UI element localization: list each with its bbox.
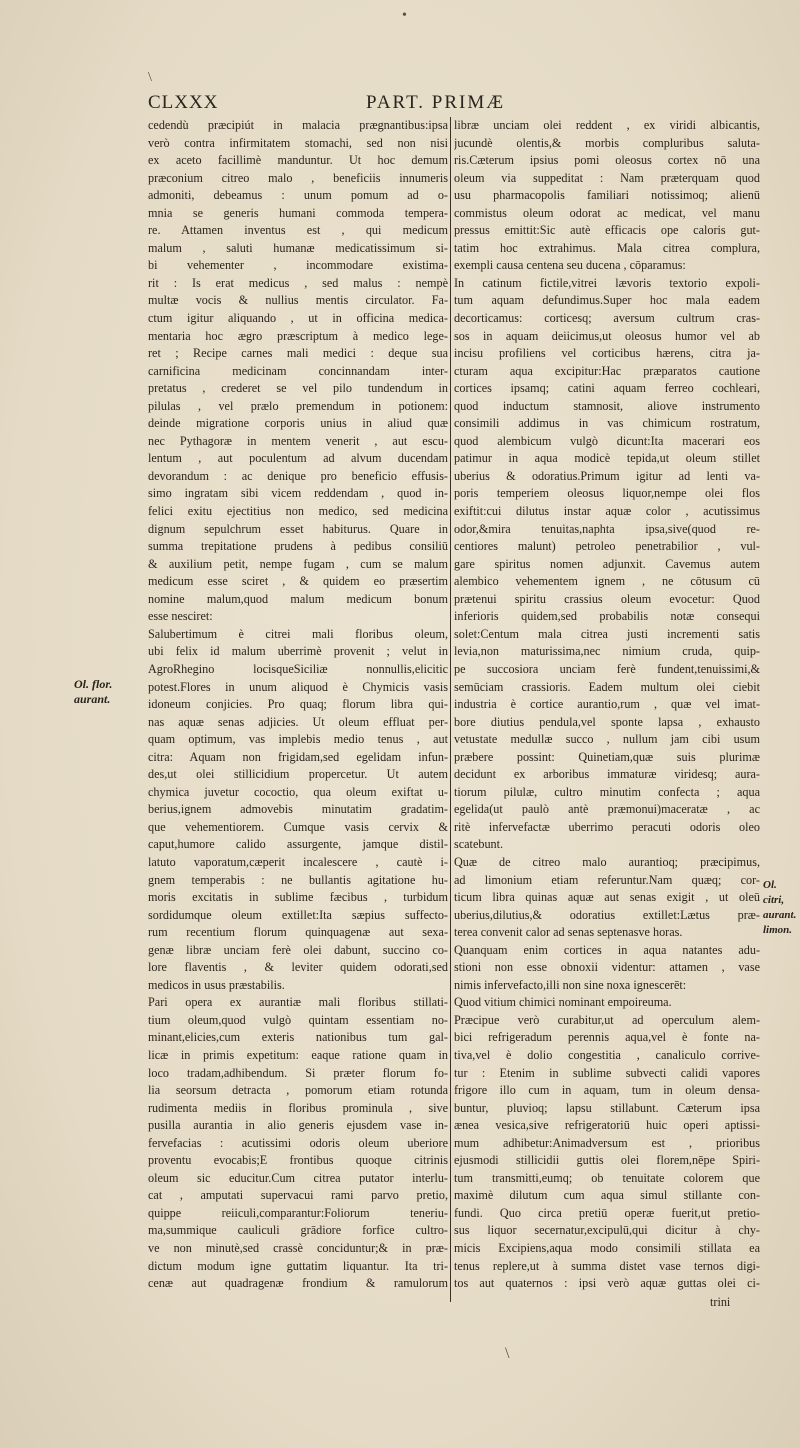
text-line: pusilla aurantia in alio generis ejusdem vase in- — [148, 1118, 448, 1133]
marginal-note-left — [74, 677, 112, 707]
text-line: scatebunt. — [454, 837, 504, 852]
text-line: commistus oleum odorat ac medicat, vel manu — [454, 205, 760, 220]
text-line: sos in aquam deiicimus,ut oleosus humor vel ab — [454, 328, 760, 343]
text-line: solet:Centum mala citrea justi incrementi satis — [454, 626, 760, 641]
text-line: ubi felix id malum uberrimè provenit ; velut in — [148, 644, 448, 659]
text-line: que vehementiorem. Cumque vasis cervix & — [148, 819, 448, 834]
text-line: terea convenit calor ad senas septenasve horas. — [454, 925, 683, 940]
text-line: industria è cortice aurantio,rum , quæ vel imat- — [454, 697, 760, 712]
text-line: rum recentium florum quinquagenæ aut sexa- — [148, 925, 448, 940]
text-line: simo ingratam sibi vicem reddendam , quod in- — [148, 486, 448, 501]
text-line: nas aquæ senas adjicies. Ut oleum effluat per- — [148, 714, 448, 729]
text-line: tur : Etenim in sublime subvecti calidi vapores — [454, 1065, 760, 1080]
text-line: nimis infervefacto,illi non sine noxa ignescerēt: — [454, 977, 687, 992]
text-line: nec Pythagoræ in mentem venerit , aut escu- — [148, 433, 448, 448]
text-line: buntur, pluvioq; lapsu stillabunt. Cæterum ipsa — [454, 1100, 760, 1115]
ink-mark-top: • — [402, 8, 407, 23]
text-line: egelida(ut paulò antè præmonui)maceratæ , ac — [454, 802, 760, 817]
text-line: gnem temperabis : ne bullantis agitatione hu- — [148, 872, 448, 887]
text-line: latuto vaporatum,cæperit incalescere , cautè i- — [148, 854, 448, 869]
text-line: tiorum pilulæ, cultro minutim confecta ; aqua — [454, 784, 760, 799]
text-line: tenus replere,ut à summa distet vase ternos digi- — [454, 1258, 760, 1273]
text-line: dictum modum igne guttatim liquantur. Ita tri- — [148, 1258, 448, 1273]
ink-mark-bottom: \ — [505, 1345, 510, 1362]
text-line: ritè infervefactæ uberrimo peracuti odoris oleo — [454, 819, 760, 834]
marginal-note-right-line: aurant. — [763, 909, 797, 921]
text-line: præbere possint: Quinetiam,quæ suis plurimæ — [454, 749, 760, 764]
text-line: ejusmodi stillicidii guttis olei florem,nēpe Spiri- — [454, 1153, 760, 1168]
text-line: Quæ de citreo malo aurantioq; præcipimus, — [454, 854, 760, 869]
text-line: semūciam crassioris. Eadem multum olei ciebit — [454, 679, 760, 694]
text-line: tum transmitti,eumq; ob tenuitate colorem que — [454, 1170, 760, 1185]
text-line: cenæ aut quadragenæ frondium & ramulorum — [148, 1276, 448, 1291]
text-line: mentaria hoc ægro præscriptum à medico lege- — [148, 328, 448, 343]
text-line: loco tradam,adhibendum. Si præter florum fo- — [148, 1065, 448, 1080]
text-line: nomine malum,quod malum medicum bonum — [148, 591, 448, 606]
marginal-note-left-line: aurant. — [74, 692, 111, 706]
text-line: dignum sepulchrum esset habiturus. Quare in — [148, 521, 448, 536]
column-divider — [450, 117, 451, 1302]
text-line: gare spiritus nomen adjunxit. Cavemus autem — [454, 556, 760, 571]
text-line: levia,non maturissima,nec nimium cruda, quip- — [454, 644, 760, 659]
text-line: esse nesciret: — [148, 609, 213, 624]
text-line: ex aceto facillimè manduntur. Ut hoc demum — [148, 153, 448, 168]
text-line: oleum sic educitur.Cum citrea putator interlu- — [148, 1170, 448, 1185]
text-line: tos aut quaternos : ipsi verò aquæ guttas olei ci- — [454, 1276, 760, 1291]
text-line: ma,summique cauliculi grādiore forfice cultro- — [148, 1223, 448, 1238]
text-line: re. Attamen inventus est , qui medicum — [148, 223, 448, 238]
text-line: idoneum conjicies. Pro quaq; florum libra qui- — [148, 697, 448, 712]
marginal-note-right-line: limon. — [763, 924, 793, 936]
text-line: Salubertimum è citrei mali floribus oleum, — [148, 626, 448, 641]
text-line: rudimenta mediis in floribus prominula , sive — [148, 1100, 448, 1115]
text-line: sus liquor secernatur,excipulū,qui dicitur à chy- — [454, 1223, 760, 1238]
text-line: lia seorsum detracta , pomorum etiam rotunda — [148, 1083, 448, 1098]
text-line: fervefacias : acutissimi odoris oleum uberiore — [148, 1135, 448, 1150]
text-line: medicum esse sciret , & quidem eo præsertim — [148, 574, 448, 589]
text-line: pretatus , crederet se vel pilo tundendum in — [148, 381, 448, 396]
text-line: citra: Aquam non frigidam,sed egelidam infun- — [148, 749, 448, 764]
text-line: multæ vocis & nullius mentis circulator. Fa- — [148, 293, 448, 308]
text-line: poris temperiem oleosus liquor,nempe olei flos — [454, 486, 760, 501]
text-line: tium oleum,quod vulgò quintam essentiam no- — [148, 1012, 448, 1027]
text-line: ticum libra quinas aquæ aut senas exigit , ut oleū — [454, 890, 760, 905]
text-line: patimur in aqua modicè tepida,ut oleum stillet — [454, 451, 760, 466]
text-line: mnia se generis humani commoda tempera- — [148, 205, 448, 220]
text-line: decorticamus: corticesq; aversum cultrum cras- — [454, 311, 760, 326]
text-line: Pari opera ex aurantiæ mali floribus stillati- — [148, 995, 448, 1010]
text-line: minant,elicies,cum exteris nationibus tum gal- — [148, 1030, 448, 1045]
text-line: alembico vehementem ignem , ne cōtusum cū — [454, 574, 760, 589]
text-line: verò contra infirmitatem stomachi, sed non nisi — [148, 135, 448, 150]
text-line: stioni non esse obnoxii videntur: attamen , vase — [454, 960, 760, 975]
ink-mark-left: \ — [148, 70, 152, 85]
right-text-column — [454, 117, 760, 1317]
text-line: des,ut olei stillicidium propercetur. Ut autem — [148, 767, 448, 782]
text-line: licæ in primis expetitum: eaque ratione quam in — [148, 1047, 448, 1062]
text-line: ctum igitur aliquando , ut in officina medica- — [148, 311, 448, 326]
text-line: admoniti, debeamus : unum pomum ad o- — [148, 188, 448, 203]
text-line: lentum , aut poculentum ad alvum ducendam — [148, 451, 448, 466]
text-line: felici exitu ejectitius non medico, sed medicina — [148, 504, 448, 519]
left-text-column — [148, 117, 448, 1317]
text-line: bici refrigeradum perennis aqua,vel è fonte na- — [454, 1030, 760, 1045]
text-line: centiores malunt) petroleo penetrabilior , vul- — [454, 539, 760, 554]
text-line: bore diutius pendula,vel sponte lapsa , exhausto — [454, 714, 760, 729]
text-line: consimili addimus in vas chimicum rostratum, — [454, 416, 760, 431]
text-line: cedendù præcipiút in malacia prægnantibus:ipsa — [148, 118, 448, 132]
text-line: summa trepitatione prudens à pedibus consiliū — [148, 539, 448, 554]
text-line: exiftit:cui dilutus instar aquæ color , acutissimus — [454, 504, 760, 519]
catchword: trini — [710, 1295, 731, 1309]
text-line: odor,&mira tenuitas,naphta ipsa,sive(quod re- — [454, 521, 760, 536]
marginal-note-left-line: Ol. flor. — [74, 677, 113, 691]
text-line: sordidumque oleum extillet:Ita sæpius suffecto- — [148, 907, 448, 922]
text-line: caput,humore calido assurgente, jamque distil- — [148, 837, 448, 852]
text-line: frigore illo cum in aquam, tum in oleum densa- — [454, 1083, 760, 1098]
text-line: vetustate medullæ succo , nullum jam cibi usum — [454, 732, 760, 747]
text-line: medicos in usus præstabilis. — [148, 977, 285, 992]
marginal-note-right-line: Ol. citri, — [763, 879, 785, 906]
text-line: chymica juvetur cococtio, qua oleum exiftat u- — [148, 784, 448, 799]
text-line: præconium citreo malo , beneficiis innumeris — [148, 170, 448, 185]
text-line: ad limonium etiam referuntur.Nam quæq; cor- — [454, 872, 760, 887]
text-line: ve non minutè,sed crassè conciduntur;& in præ- — [148, 1241, 448, 1255]
text-line: quod inductum stamnosit, aliove instrumento — [454, 398, 760, 413]
text-line: quippe reiiculi,comparantur:Foliorum teneriu- — [148, 1205, 448, 1220]
text-line: pressus emittit:Sic autè efficacis ope caloris gut- — [454, 223, 760, 238]
text-line: ret ; Recipe carnes mali medici : deque sua — [148, 346, 448, 361]
text-line: quam optimum, vas implebis medio tenus , aut — [148, 732, 448, 747]
text-line: oleum via suppeditat : Nam præterquam quod — [454, 170, 760, 185]
text-line: libræ unciam olei reddent , ex viridi albicantis, — [454, 118, 760, 132]
folio-number: CLXXX — [148, 92, 219, 113]
text-line: cortices ipsamq; catini aquam ferreo cochleari, — [454, 381, 760, 396]
text-line: prætenui spiritu crassius oleum evocetur: Quod — [454, 591, 760, 606]
text-line: incisu profiliens vel corticibus hærens, citra ja- — [454, 346, 760, 361]
text-line: fundi. Quo circa pretiū operæ fuerit,ut pretio- — [454, 1205, 760, 1220]
text-line: ænea vesica,sive refrigeratoriū huic operi aptissi- — [454, 1118, 760, 1133]
text-line: malum , saluti humanæ medicatissimum si- — [148, 240, 448, 255]
text-line: carnificina medicinam concinnandam inter- — [148, 363, 448, 378]
text-line: cat , amputati supervacui rami parvo pretio, — [148, 1188, 448, 1203]
text-line: potest.Flores in unum aliquod è Chymicis vasis — [148, 679, 448, 694]
text-line: usu pharmacopolis familiari notissimoq; alienū — [454, 188, 760, 203]
text-line: In catinum fictile,vitrei lævoris textorio expoli- — [454, 275, 760, 290]
text-line: cturam aqua excipitur:Hac præparatos cautione — [454, 363, 760, 378]
page-header — [148, 92, 648, 114]
text-line: berius,ignem admovebis minutatim gradatim- — [148, 802, 448, 817]
text-line: exempli causa centena seu ducena , cōparamus: — [454, 258, 686, 273]
text-line: pe succosiora unciam ferè fundent,tenuissimi,& — [454, 661, 760, 676]
text-line: rit : Is erat medicus , sed malus : nempè — [148, 275, 448, 290]
text-line: uberius,dilutius,& odoratius extillet:Lætus præ- — [454, 907, 760, 922]
text-line: tum aquam defundimus.Super hoc mala eadem — [454, 293, 760, 308]
text-line: tatim hoc extrahimus. Mala citrea complura, — [454, 240, 760, 255]
text-line: proventu evocabis;E frontibus quoque citrinis — [148, 1153, 448, 1168]
text-line: pilulas , vel prælo premendum in potionem: — [148, 398, 448, 413]
text-line: decidunt ex arboribus immaturæ viridesq; aura- — [454, 767, 760, 782]
text-line: ris.Cæterum ipsius pomi oleosus cortex nō una — [454, 153, 760, 168]
text-line: maximè dilutum cum aqua simul stillante con- — [454, 1188, 760, 1203]
text-line: inferioris quidem,sed probabilis notæ consequi — [454, 609, 760, 624]
text-line: bi vehementer , incommodare existima- — [148, 258, 448, 273]
text-line: tiva,vel è dolio congestitia , canaliculo corrive- — [454, 1047, 760, 1062]
text-line: jucundè olentis,& morbis compluribus saluta- — [454, 135, 760, 150]
text-line: Quod vitium chimici nominant empoireuma. — [454, 995, 672, 1010]
text-line: Præcipue verò curabitur,ut ad operculum alem- — [454, 1012, 760, 1027]
text-line: moris excitatis in sublime fæcibus , turbidum — [148, 890, 448, 905]
text-line: uberius & odoratius.Primum igitur ad lenti va- — [454, 468, 760, 483]
text-line: lore flaventis , & leviter quidem odorati,sed — [148, 960, 448, 975]
text-line: deinde migratione corporis unius in aliud quæ — [148, 416, 448, 431]
text-line: mum adhibetur:Animadversum est , prioribus — [454, 1135, 760, 1150]
text-line: genæ libræ unciam ferè olei dabunt, succino co- — [148, 942, 448, 957]
text-line: AgroRhegino locisqueSiciliæ nonnullis,elicitic — [148, 661, 448, 676]
marginal-note-right — [763, 878, 800, 938]
text-line: Quanquam enim cortices in aqua natantes adu- — [454, 942, 760, 957]
text-line: micis Excipiens,aqua modo consimili stillata ea — [454, 1241, 760, 1255]
text-line: & auxilium petit, nempe fugam , cum se malum — [148, 556, 448, 571]
text-line: quod alembicum vulgò dicunt:Ita macerari eos — [454, 433, 760, 448]
text-line: devorandum : ac denique pro beneficio effusis- — [148, 468, 448, 483]
running-title: PART. PRIMÆ — [366, 92, 506, 113]
